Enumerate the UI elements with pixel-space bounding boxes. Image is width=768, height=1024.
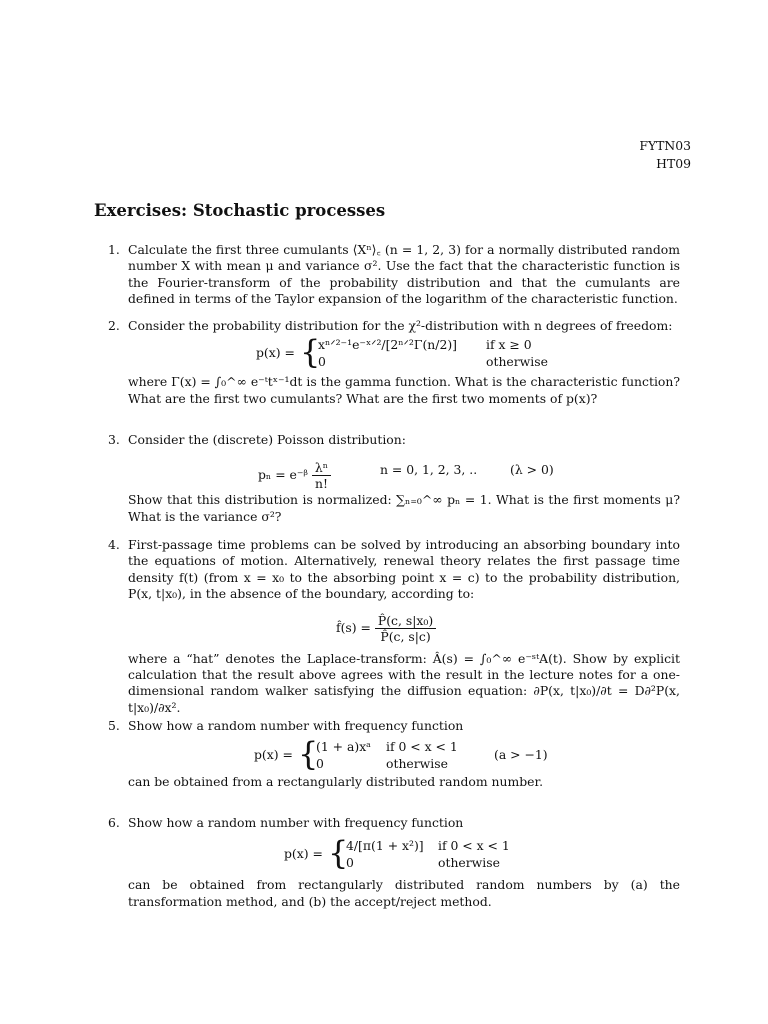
exercise-number: 5. [108, 718, 120, 733]
case-condition: otherwise [386, 756, 448, 772]
exercise-number: 6. [108, 815, 120, 830]
page-title: Exercises: Stochastic processes [94, 201, 386, 220]
course-term: HT09 [656, 156, 691, 171]
case-condition: if 0 < x < 1 [438, 838, 510, 854]
exercise-number: 2. [108, 318, 120, 333]
case-condition: otherwise [486, 354, 548, 370]
exercise-number: 3. [108, 432, 120, 447]
case-expression: 0 [318, 354, 326, 370]
case-expression: (1 + a)xᵃ [316, 739, 371, 755]
case-condition: if x ≥ 0 [486, 337, 532, 353]
index-range: n = 0, 1, 2, 3, .. [380, 462, 478, 478]
equation [128, 448, 680, 492]
fraction [312, 460, 331, 491]
case-expression: 4/[π(1 + x²)] [346, 838, 424, 854]
fraction-numerator: λⁿ [312, 460, 331, 476]
exercise-5 [108, 718, 680, 791]
exercise-text: can be obtained from a rectangularly distributed random number. [128, 774, 544, 790]
equation [128, 334, 680, 374]
exercise-2 [108, 318, 680, 407]
exercise-text: Calculate the first three cumulants ⟨Xⁿ⟩꜀ (n = 1, 2, 3) for a normally distributed random number X with mean μ and variance σ². Use the fact that the characteristic function is the Fourier-transform of the probability distribution and that the cumulants are defined in terms of the Taylor expansion of the logarithm of the characteristic function. [128, 242, 680, 307]
brace-symbol: { [300, 333, 321, 372]
fraction-denominator: n! [315, 476, 328, 492]
brace-symbol: { [298, 735, 319, 774]
exercise-1 [108, 242, 680, 308]
exercise-4 [108, 537, 680, 716]
exercise-text: where a “hat” denotes the Laplace-transform: Â(s) = ∫₀^∞ e⁻ˢᵗA(t). Show by explicit calculation that the result above agrees with the result in the lecture notes for a one-dimensional random walker satisfying the diffusion equation: ∂P(x, t|x₀)/∂t = D∂²P(x, t|x₀)/∂x². [128, 650, 680, 715]
equation [128, 603, 680, 651]
equation-lhs [258, 460, 331, 491]
fraction-denominator: P̂(c, s|c) [380, 628, 431, 644]
exercise-text: Show that this distribution is normalized: ∑ₙ₌₀^∞ pₙ = 1. What is the first moments μ? What is the variance σ²? [128, 492, 680, 524]
parameter-condition: (λ > 0) [510, 462, 554, 478]
brace-symbol: { [328, 834, 349, 873]
exercise-text: where Γ(x) = ∫₀^∞ e⁻ᵗtˣ⁻¹dt is the gamma function. What is the characteristic function? What are the first two cumulants? What are the first two moments of p(x)? [128, 374, 680, 406]
equation-lhs: p(x) = [254, 747, 293, 763]
exercise-intro: First-passage time problems can be solved by introducing an absorbing boundary into the equations of motion. Alternatively, renewal theory relates the first passage time density f(t) (from x = x₀ to the absorbing point x = c) to the probability distribution, P(x, t|x₀), in the absence of the boundary, according to: [128, 537, 680, 602]
exercise-intro: Consider the probability distribution for the χ²-distribution with n degrees of freedom: [128, 318, 673, 333]
case-expression: 0 [346, 855, 354, 871]
exercise-intro: Show how a random number with frequency function [128, 718, 464, 733]
course-header [639, 137, 691, 173]
fraction-numerator: P̂(c, s|x₀) [375, 613, 436, 629]
case-expression: xⁿᐟ²⁻¹e⁻ˣᐟ²/[2ⁿᐟ²Γ(n/2)] [318, 337, 458, 353]
exercise-text: can be obtained from rectangularly distributed random numbers by (a) the transformation method, and (b) the accept/reject method. [128, 877, 680, 909]
equation-lhs: p(x) = [256, 345, 295, 361]
equation-lhs: p(x) = [284, 846, 323, 862]
equation [128, 734, 680, 774]
exercise-3 [108, 432, 680, 525]
equation-lhs [336, 613, 436, 644]
course-code: FYTN03 [639, 138, 691, 153]
exercise-number: 1. [108, 242, 120, 257]
case-condition: if 0 < x < 1 [386, 739, 458, 755]
parameter-condition: (a > −1) [494, 747, 548, 763]
equation [128, 831, 680, 877]
case-expression: 0 [316, 756, 324, 772]
case-condition: otherwise [438, 855, 500, 871]
equation-lhs-text: pₙ = e⁻ᵝ [258, 467, 308, 483]
fraction [375, 613, 436, 644]
exercise-intro: Consider the (discrete) Poisson distribution: [128, 432, 406, 447]
equation-lhs-text: f̂(s) = [336, 619, 371, 635]
exercise-6 [108, 815, 680, 910]
exercise-number: 4. [108, 537, 120, 552]
exercise-intro: Show how a random number with frequency function [128, 815, 464, 830]
